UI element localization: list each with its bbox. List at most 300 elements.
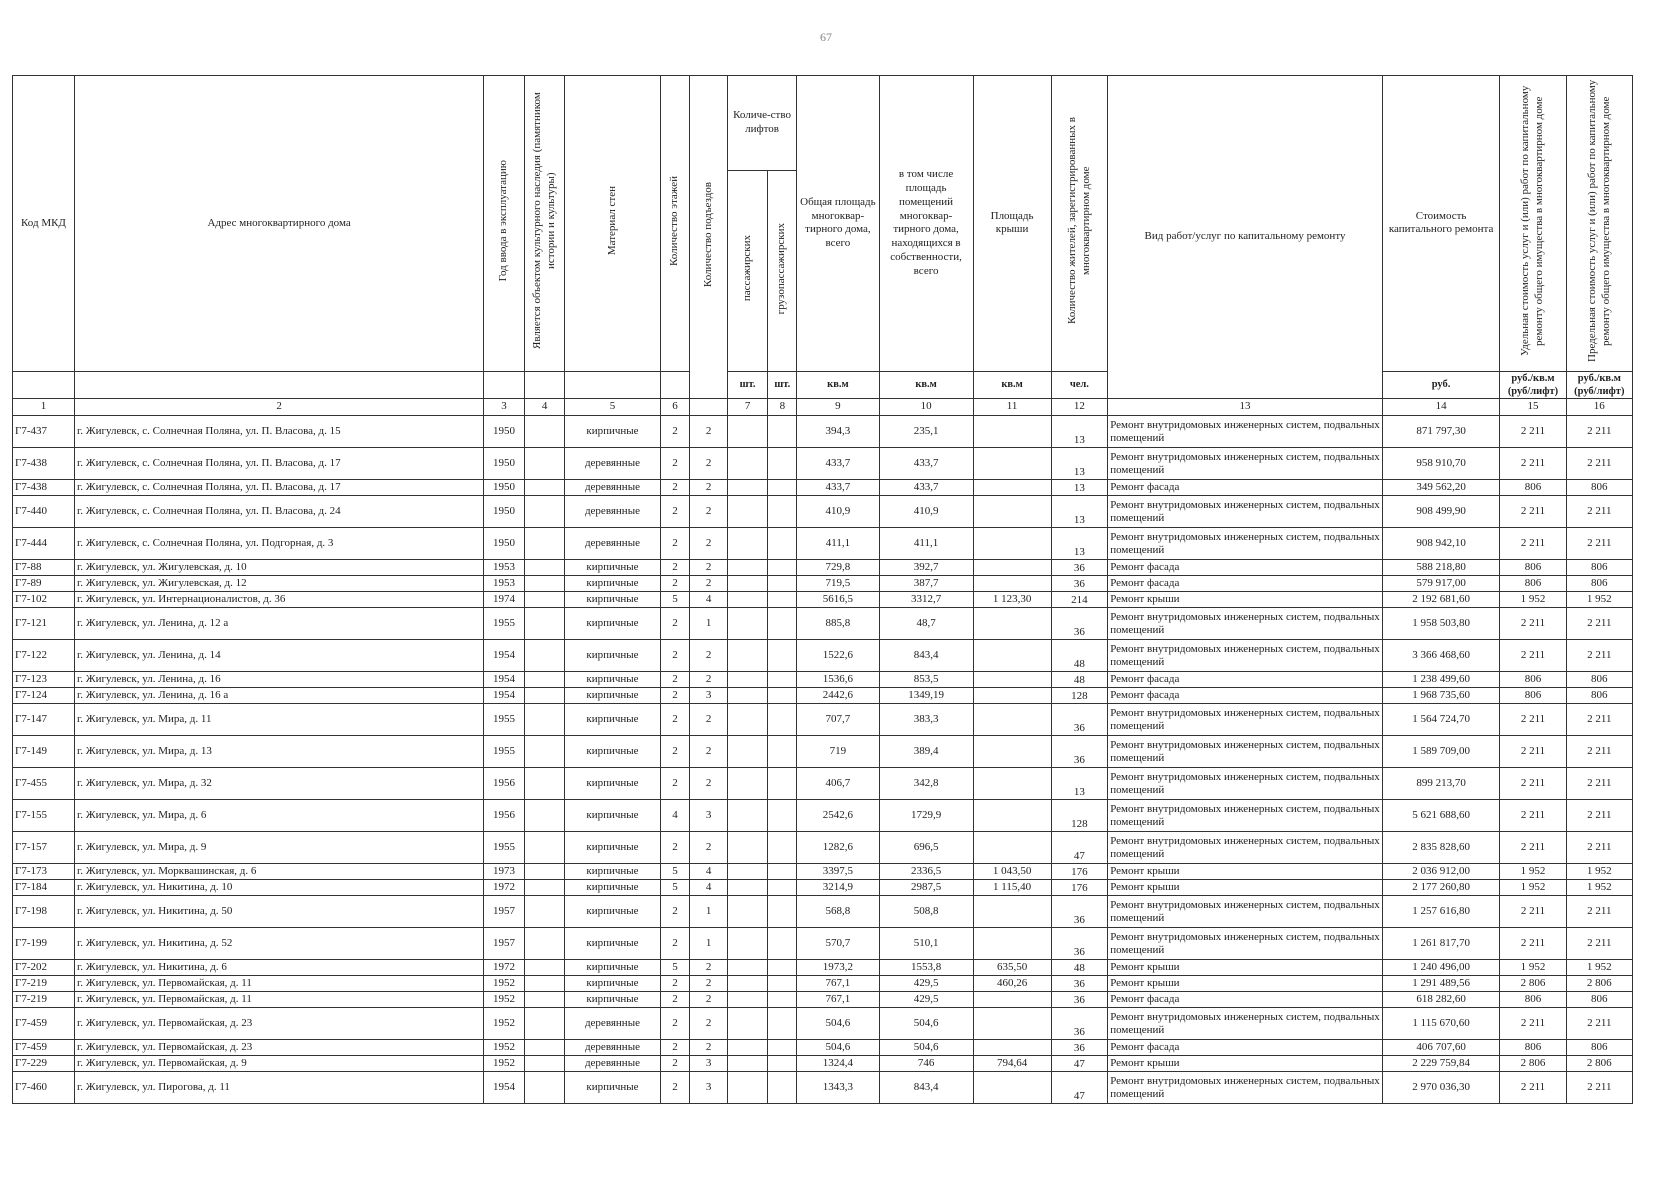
cell-unit-cost: 1 952 xyxy=(1500,592,1566,608)
cell-lifts-cargo xyxy=(768,592,797,608)
cell-heritage xyxy=(524,560,565,576)
cell-floors: 5 xyxy=(660,960,690,976)
cell-unit-cost: 2 211 xyxy=(1500,640,1566,672)
cell-walls: кирпичные xyxy=(565,736,660,768)
cell-unit-cost: 2 211 xyxy=(1500,496,1566,528)
table-row xyxy=(13,928,1633,960)
cell-max-cost: 806 xyxy=(1566,576,1632,592)
table-row xyxy=(13,768,1633,800)
cell-entrances: 2 xyxy=(690,960,727,976)
cell-heritage xyxy=(524,976,565,992)
column-number: 5 xyxy=(565,399,660,416)
cell-total-area: 504,6 xyxy=(797,1008,879,1040)
cell-lifts-passenger xyxy=(727,960,768,976)
cell-owned-area: 383,3 xyxy=(879,704,973,736)
cell-heritage xyxy=(524,592,565,608)
cell-entrances: 3 xyxy=(690,1072,727,1104)
cell-address: г. Жигулевск, ул. Жигулевская, д. 10 xyxy=(74,560,483,576)
cell-cost: 958 910,70 xyxy=(1382,448,1500,480)
cell-lifts-cargo xyxy=(768,800,797,832)
cell-floors: 2 xyxy=(660,896,690,928)
cell-unit-cost: 2 806 xyxy=(1500,1056,1566,1072)
cell-roof-area xyxy=(973,608,1051,640)
cell-cost: 579 917,00 xyxy=(1382,576,1500,592)
cell-code: Г7-102 xyxy=(13,592,75,608)
cell-floors: 2 xyxy=(660,704,690,736)
unit-rub-sqm-2: руб./кв.м (руб/лифт) xyxy=(1566,371,1632,398)
table-row xyxy=(13,640,1633,672)
header-owned-area: в том числе площадь помещений многоквар-тирного дома, находящихся в собственности, всего xyxy=(879,76,973,372)
cell-lifts-cargo xyxy=(768,528,797,560)
header-year: Год ввода в эксплуатацию xyxy=(484,76,525,372)
table-row xyxy=(13,1056,1633,1072)
cell-walls: деревянные xyxy=(565,1040,660,1056)
unit-blank-5 xyxy=(565,371,660,398)
cell-lifts-passenger xyxy=(727,832,768,864)
cell-floors: 2 xyxy=(660,992,690,1008)
cell-walls: кирпичные xyxy=(565,416,660,448)
cell-residents: 36 xyxy=(1051,1008,1108,1040)
cell-total-area: 719,5 xyxy=(797,576,879,592)
table-row xyxy=(13,416,1633,448)
cell-entrances: 2 xyxy=(690,992,727,1008)
cell-year: 1955 xyxy=(484,832,525,864)
cell-year: 1950 xyxy=(484,480,525,496)
cell-lifts-cargo xyxy=(768,1008,797,1040)
cell-lifts-passenger xyxy=(727,1072,768,1104)
table-row xyxy=(13,800,1633,832)
cell-walls: кирпичные xyxy=(565,576,660,592)
cell-lifts-passenger xyxy=(727,880,768,896)
cell-roof-area xyxy=(973,800,1051,832)
cell-heritage xyxy=(524,608,565,640)
cell-year: 1954 xyxy=(484,1072,525,1104)
cell-work: Ремонт внутридомовых инженерных систем, подвальных помещений xyxy=(1108,528,1383,560)
cell-lifts-passenger xyxy=(727,688,768,704)
cell-residents: 36 xyxy=(1051,1040,1108,1056)
cell-residents: 48 xyxy=(1051,960,1108,976)
cell-roof-area xyxy=(973,480,1051,496)
cell-walls: кирпичные xyxy=(565,688,660,704)
cell-walls: кирпичные xyxy=(565,960,660,976)
cell-total-area: 1536,6 xyxy=(797,672,879,688)
cell-lifts-passenger xyxy=(727,672,768,688)
cell-unit-cost: 2 211 xyxy=(1500,704,1566,736)
cell-walls: кирпичные xyxy=(565,592,660,608)
cell-year: 1953 xyxy=(484,576,525,592)
cell-walls: кирпичные xyxy=(565,1072,660,1104)
cell-work: Ремонт внутридомовых инженерных систем, подвальных помещений xyxy=(1108,736,1383,768)
cell-owned-area: 389,4 xyxy=(879,736,973,768)
cell-code: Г7-147 xyxy=(13,704,75,736)
cell-heritage xyxy=(524,672,565,688)
cell-lifts-cargo xyxy=(768,928,797,960)
cell-code: Г7-124 xyxy=(13,688,75,704)
header-heritage: Является объектом культурного наследия (памятником истории и культуры) xyxy=(524,76,565,372)
column-number: 7 xyxy=(727,399,768,416)
cell-owned-area: 508,8 xyxy=(879,896,973,928)
cell-owned-area: 2987,5 xyxy=(879,880,973,896)
cell-max-cost: 2 211 xyxy=(1566,704,1632,736)
cell-code: Г7-173 xyxy=(13,864,75,880)
cell-code: Г7-88 xyxy=(13,560,75,576)
cell-address: г. Жигулевск, с. Солнечная Поляна, ул. Подгорная, д. 3 xyxy=(74,528,483,560)
cell-code: Г7-444 xyxy=(13,528,75,560)
cell-year: 1952 xyxy=(484,992,525,1008)
cell-roof-area xyxy=(973,672,1051,688)
cell-entrances: 3 xyxy=(690,1056,727,1072)
cell-residents: 13 xyxy=(1051,496,1108,528)
cell-cost: 1 291 489,56 xyxy=(1382,976,1500,992)
cell-year: 1973 xyxy=(484,864,525,880)
cell-floors: 2 xyxy=(660,448,690,480)
cell-floors: 5 xyxy=(660,864,690,880)
cell-year: 1953 xyxy=(484,560,525,576)
cell-residents: 214 xyxy=(1051,592,1108,608)
cell-owned-area: 746 xyxy=(879,1056,973,1072)
cell-roof-area: 460,26 xyxy=(973,976,1051,992)
cell-address: г. Жигулевск, ул. Морквашинская, д. 6 xyxy=(74,864,483,880)
cell-owned-area: 1729,9 xyxy=(879,800,973,832)
cell-lifts-passenger xyxy=(727,768,768,800)
cell-unit-cost: 806 xyxy=(1500,480,1566,496)
table-row xyxy=(13,704,1633,736)
cell-lifts-passenger xyxy=(727,416,768,448)
cell-lifts-cargo xyxy=(768,768,797,800)
cell-walls: кирпичные xyxy=(565,768,660,800)
column-number: 8 xyxy=(768,399,797,416)
cell-lifts-cargo xyxy=(768,608,797,640)
cell-residents: 47 xyxy=(1051,1056,1108,1072)
cell-work: Ремонт фасада xyxy=(1108,992,1383,1008)
cell-code: Г7-199 xyxy=(13,928,75,960)
cell-total-area: 410,9 xyxy=(797,496,879,528)
cell-roof-area xyxy=(973,416,1051,448)
cell-total-area: 2442,6 xyxy=(797,688,879,704)
cell-max-cost: 2 211 xyxy=(1566,800,1632,832)
cell-walls: деревянные xyxy=(565,1056,660,1072)
cell-work: Ремонт внутридомовых инженерных систем, подвальных помещений xyxy=(1108,896,1383,928)
column-number: 6 xyxy=(660,399,690,416)
cell-roof-area xyxy=(973,704,1051,736)
cell-roof-area xyxy=(973,528,1051,560)
cell-entrances: 2 xyxy=(690,496,727,528)
cell-lifts-passenger xyxy=(727,800,768,832)
cell-work: Ремонт внутридомовых инженерных систем, подвальных помещений xyxy=(1108,448,1383,480)
cell-lifts-passenger xyxy=(727,704,768,736)
column-number: 3 xyxy=(484,399,525,416)
cell-max-cost: 1 952 xyxy=(1566,960,1632,976)
cell-heritage xyxy=(524,416,565,448)
cell-heritage xyxy=(524,864,565,880)
cell-roof-area xyxy=(973,496,1051,528)
cell-entrances: 2 xyxy=(690,560,727,576)
cell-max-cost: 2 211 xyxy=(1566,496,1632,528)
header-max-cost: Предельная стоимость услуг и (или) работ по капитальному ремонту общего имущества в многоквартирном доме xyxy=(1566,76,1632,372)
cell-max-cost: 2 211 xyxy=(1566,640,1632,672)
cell-unit-cost: 806 xyxy=(1500,1040,1566,1056)
cell-entrances: 2 xyxy=(690,736,727,768)
cell-lifts-cargo xyxy=(768,688,797,704)
cell-lifts-passenger xyxy=(727,496,768,528)
cell-work: Ремонт фасада xyxy=(1108,1040,1383,1056)
cell-walls: кирпичные xyxy=(565,976,660,992)
cell-address: г. Жигулевск, ул. Никитина, д. 50 xyxy=(74,896,483,928)
header-lifts-passenger: пассажирских xyxy=(727,170,768,371)
cell-cost: 2 036 912,00 xyxy=(1382,864,1500,880)
cell-floors: 2 xyxy=(660,736,690,768)
header-code: Код МКД xyxy=(13,76,75,372)
unit-pcs-2: шт. xyxy=(768,371,797,398)
column-number: 15 xyxy=(1500,399,1566,416)
table-row xyxy=(13,992,1633,1008)
column-number: 9 xyxy=(797,399,879,416)
cell-floors: 2 xyxy=(660,560,690,576)
cell-owned-area: 410,9 xyxy=(879,496,973,528)
cell-floors: 2 xyxy=(660,416,690,448)
cell-address: г. Жигулевск, ул. Мира, д. 32 xyxy=(74,768,483,800)
cell-code: Г7-202 xyxy=(13,960,75,976)
cell-floors: 2 xyxy=(660,976,690,992)
cell-residents: 13 xyxy=(1051,448,1108,480)
table-row xyxy=(13,896,1633,928)
cell-cost: 2 229 759,84 xyxy=(1382,1056,1500,1072)
cell-lifts-cargo xyxy=(768,1072,797,1104)
cell-cost: 2 835 828,60 xyxy=(1382,832,1500,864)
unit-sqm-3: кв.м xyxy=(973,371,1051,398)
cell-heritage xyxy=(524,768,565,800)
cell-roof-area xyxy=(973,448,1051,480)
cell-entrances: 2 xyxy=(690,1040,727,1056)
cell-lifts-passenger xyxy=(727,608,768,640)
table-row xyxy=(13,496,1633,528)
cell-unit-cost: 1 952 xyxy=(1500,960,1566,976)
cell-address: г. Жигулевск, ул. Никитина, д. 52 xyxy=(74,928,483,960)
cell-unit-cost: 1 952 xyxy=(1500,864,1566,880)
cell-residents: 13 xyxy=(1051,528,1108,560)
table-row xyxy=(13,1008,1633,1040)
cell-unit-cost: 2 211 xyxy=(1500,528,1566,560)
cell-residents: 36 xyxy=(1051,976,1108,992)
cell-cost: 1 257 616,80 xyxy=(1382,896,1500,928)
cell-walls: кирпичные xyxy=(565,832,660,864)
unit-sqm-1: кв.м xyxy=(797,371,879,398)
cell-code: Г7-460 xyxy=(13,1072,75,1104)
cell-walls: деревянные xyxy=(565,448,660,480)
cell-heritage xyxy=(524,1008,565,1040)
table-row xyxy=(13,976,1633,992)
cell-work: Ремонт внутридомовых инженерных систем, подвальных помещений xyxy=(1108,800,1383,832)
cell-year: 1954 xyxy=(484,640,525,672)
cell-year: 1974 xyxy=(484,592,525,608)
cell-max-cost: 2 211 xyxy=(1566,416,1632,448)
cell-total-area: 406,7 xyxy=(797,768,879,800)
column-numbers-row xyxy=(13,399,1633,416)
cell-cost: 871 797,30 xyxy=(1382,416,1500,448)
cell-lifts-cargo xyxy=(768,992,797,1008)
cell-heritage xyxy=(524,528,565,560)
cell-heritage xyxy=(524,704,565,736)
cell-total-area: 570,7 xyxy=(797,928,879,960)
cell-entrances: 2 xyxy=(690,976,727,992)
cell-lifts-passenger xyxy=(727,864,768,880)
unit-blank-1 xyxy=(13,371,75,398)
cell-entrances: 2 xyxy=(690,704,727,736)
cell-work: Ремонт внутридомовых инженерных систем, подвальных помещений xyxy=(1108,640,1383,672)
header-lifts-cargo: грузопассажирских xyxy=(768,170,797,371)
cell-entrances: 4 xyxy=(690,592,727,608)
cell-lifts-cargo xyxy=(768,896,797,928)
cell-floors: 2 xyxy=(660,576,690,592)
cell-unit-cost: 1 952 xyxy=(1500,880,1566,896)
cell-work: Ремонт внутридомовых инженерных систем, подвальных помещений xyxy=(1108,928,1383,960)
cell-year: 1952 xyxy=(484,1056,525,1072)
cell-lifts-passenger xyxy=(727,1040,768,1056)
cell-lifts-cargo xyxy=(768,448,797,480)
unit-people: чел. xyxy=(1051,371,1108,398)
header-floors: Количество этажей xyxy=(660,76,690,372)
cell-owned-area: 429,5 xyxy=(879,976,973,992)
cell-heritage xyxy=(524,576,565,592)
cell-address: г. Жигулевск, ул. Первомайская, д. 23 xyxy=(74,1008,483,1040)
cell-owned-area: 504,6 xyxy=(879,1040,973,1056)
cell-year: 1950 xyxy=(484,528,525,560)
cell-roof-area xyxy=(973,576,1051,592)
cell-owned-area: 392,7 xyxy=(879,560,973,576)
table-row xyxy=(13,688,1633,704)
cell-residents: 36 xyxy=(1051,560,1108,576)
cell-lifts-passenger xyxy=(727,480,768,496)
cell-residents: 36 xyxy=(1051,992,1108,1008)
cell-lifts-cargo xyxy=(768,640,797,672)
table-row xyxy=(13,672,1633,688)
cell-lifts-passenger xyxy=(727,576,768,592)
cell-residents: 13 xyxy=(1051,416,1108,448)
cell-heritage xyxy=(524,448,565,480)
cell-owned-area: 235,1 xyxy=(879,416,973,448)
cell-owned-area: 433,7 xyxy=(879,448,973,480)
cell-roof-area xyxy=(973,832,1051,864)
cell-lifts-passenger xyxy=(727,528,768,560)
cell-work: Ремонт внутридомовых инженерных систем, подвальных помещений xyxy=(1108,832,1383,864)
cell-total-area: 394,3 xyxy=(797,416,879,448)
cell-max-cost: 2 211 xyxy=(1566,1008,1632,1040)
cell-max-cost: 2 211 xyxy=(1566,832,1632,864)
cell-entrances: 1 xyxy=(690,928,727,960)
cell-heritage xyxy=(524,1056,565,1072)
cell-heritage xyxy=(524,688,565,704)
table-body xyxy=(13,416,1633,1104)
cell-lifts-passenger xyxy=(727,1056,768,1072)
cell-residents: 128 xyxy=(1051,688,1108,704)
cell-entrances: 2 xyxy=(690,768,727,800)
cell-roof-area xyxy=(973,560,1051,576)
cell-residents: 13 xyxy=(1051,768,1108,800)
cell-total-area: 885,8 xyxy=(797,608,879,640)
cell-max-cost: 2 211 xyxy=(1566,736,1632,768)
cell-cost: 1 589 709,00 xyxy=(1382,736,1500,768)
table-row xyxy=(13,736,1633,768)
cell-cost: 1 958 503,80 xyxy=(1382,608,1500,640)
cell-walls: деревянные xyxy=(565,496,660,528)
cell-owned-area: 510,1 xyxy=(879,928,973,960)
cell-heritage xyxy=(524,992,565,1008)
cell-code: Г7-157 xyxy=(13,832,75,864)
cell-heritage xyxy=(524,736,565,768)
cell-entrances: 2 xyxy=(690,640,727,672)
table-row xyxy=(13,1040,1633,1056)
cell-entrances: 4 xyxy=(690,880,727,896)
cell-lifts-passenger xyxy=(727,896,768,928)
cell-roof-area: 794,64 xyxy=(973,1056,1051,1072)
cell-address: г. Жигулевск, ул. Жигулевская, д. 12 xyxy=(74,576,483,592)
column-number: 14 xyxy=(1382,399,1500,416)
cell-lifts-cargo xyxy=(768,704,797,736)
cell-floors: 2 xyxy=(660,608,690,640)
cell-total-area: 3214,9 xyxy=(797,880,879,896)
cell-owned-area: 504,6 xyxy=(879,1008,973,1040)
cell-code: Г7-89 xyxy=(13,576,75,592)
table-row xyxy=(13,576,1633,592)
cell-lifts-passenger xyxy=(727,448,768,480)
cell-max-cost: 1 952 xyxy=(1566,880,1632,896)
cell-cost: 1 115 670,60 xyxy=(1382,1008,1500,1040)
cell-total-area: 767,1 xyxy=(797,976,879,992)
cell-entrances: 2 xyxy=(690,672,727,688)
cell-unit-cost: 2 211 xyxy=(1500,1008,1566,1040)
cell-work: Ремонт внутридомовых инженерных систем, подвальных помещений xyxy=(1108,704,1383,736)
cell-unit-cost: 2 211 xyxy=(1500,1072,1566,1104)
table-row xyxy=(13,832,1633,864)
cell-roof-area xyxy=(973,1072,1051,1104)
cell-unit-cost: 806 xyxy=(1500,560,1566,576)
cell-year: 1952 xyxy=(484,1008,525,1040)
cell-entrances: 1 xyxy=(690,896,727,928)
cell-address: г. Жигулевск, ул. Ленина, д. 12 а xyxy=(74,608,483,640)
cell-heritage xyxy=(524,480,565,496)
table-row xyxy=(13,1072,1633,1104)
cell-max-cost: 2 211 xyxy=(1566,928,1632,960)
cell-entrances: 2 xyxy=(690,576,727,592)
cell-heritage xyxy=(524,880,565,896)
cell-code: Г7-121 xyxy=(13,608,75,640)
cell-unit-cost: 806 xyxy=(1500,672,1566,688)
cell-heritage xyxy=(524,1072,565,1104)
cell-address: г. Жигулевск, ул. Первомайская, д. 11 xyxy=(74,992,483,1008)
cell-work: Ремонт крыши xyxy=(1108,960,1383,976)
cell-entrances: 1 xyxy=(690,608,727,640)
cell-year: 1972 xyxy=(484,880,525,896)
cell-lifts-cargo xyxy=(768,1056,797,1072)
cell-lifts-cargo xyxy=(768,736,797,768)
cell-address: г. Жигулевск, ул. Мира, д. 6 xyxy=(74,800,483,832)
cell-owned-area: 696,5 xyxy=(879,832,973,864)
cell-roof-area xyxy=(973,928,1051,960)
cell-max-cost: 806 xyxy=(1566,1040,1632,1056)
cell-unit-cost: 2 211 xyxy=(1500,416,1566,448)
column-number: 11 xyxy=(973,399,1051,416)
cell-year: 1956 xyxy=(484,768,525,800)
cell-year: 1957 xyxy=(484,928,525,960)
cell-year: 1955 xyxy=(484,736,525,768)
cell-year: 1972 xyxy=(484,960,525,976)
cell-code: Г7-184 xyxy=(13,880,75,896)
cell-cost: 2 177 260,80 xyxy=(1382,880,1500,896)
cell-roof-area xyxy=(973,1008,1051,1040)
cell-cost: 406 707,60 xyxy=(1382,1040,1500,1056)
cell-heritage xyxy=(524,1040,565,1056)
cell-total-area: 707,7 xyxy=(797,704,879,736)
